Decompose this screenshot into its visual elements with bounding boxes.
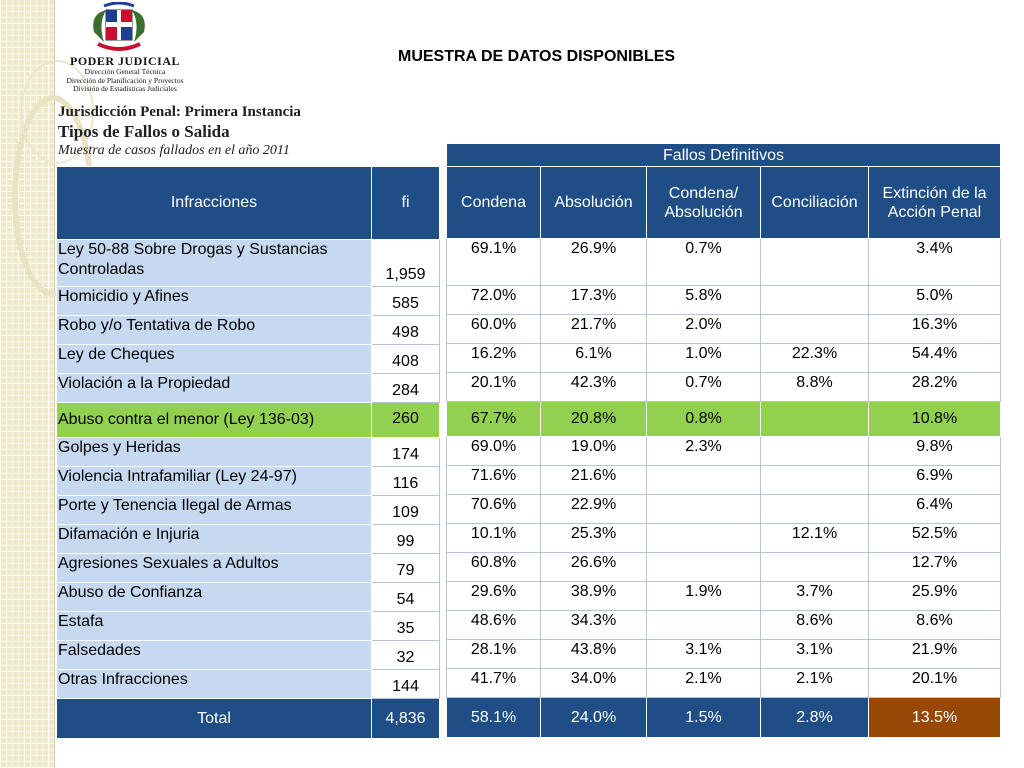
table-row	[447, 402, 1001, 437]
outcomes-table	[446, 143, 1001, 738]
page-title: MUESTRA DE DATOS DISPONIBLES	[398, 48, 676, 65]
cell-conciliacion: 8.6%	[761, 611, 869, 640]
table-row	[447, 315, 1001, 344]
cell-conciliacion: 22.3%	[761, 344, 869, 373]
infraction-name: Homicidio y Afines	[57, 287, 372, 316]
cell-conciliacion: 3.1%	[761, 640, 869, 669]
table-row	[57, 240, 440, 287]
table-row	[447, 373, 1001, 402]
cell-condena: 69.1%	[447, 239, 541, 286]
cell-extincion: 8.6%	[869, 611, 1001, 640]
section-heading	[58, 102, 301, 160]
table-row	[57, 612, 440, 641]
cell-absolucion: 26.6%	[541, 553, 647, 582]
table-row	[447, 640, 1001, 669]
infraction-name: Ley de Cheques	[57, 345, 372, 374]
cell-extincion: 6.9%	[869, 466, 1001, 495]
cell-condena-absolucion: 2.1%	[647, 669, 761, 698]
infractions-table	[56, 166, 440, 739]
sample-note: Muestra de casos fallados en el año 2011	[58, 143, 290, 158]
total-row	[57, 699, 440, 739]
cell-extincion: 28.2%	[869, 373, 1001, 402]
column-header-conciliacion: Conciliación	[761, 167, 869, 239]
cell-condena-absolucion: 3.1%	[647, 640, 761, 669]
cell-fi: 174	[372, 438, 440, 467]
organization-line: División de Estadísticas Judiciales	[73, 84, 177, 94]
cell-absolucion: 25.3%	[541, 524, 647, 553]
table-row	[57, 316, 440, 345]
infraction-name: Difamación e Injuria	[57, 525, 372, 554]
cell-fi: 79	[372, 554, 440, 583]
jurisdiction-heading: Jurisdicción Penal: Primera Instancia	[58, 104, 301, 120]
cell-conciliacion	[761, 286, 869, 315]
cell-absolucion: 20.8%	[541, 402, 647, 437]
cell-condena-absolucion: 5.8%	[647, 286, 761, 315]
cell-extincion: 16.3%	[869, 315, 1001, 344]
cell-absolucion: 6.1%	[541, 344, 647, 373]
cell-extincion: 20.1%	[869, 669, 1001, 698]
cell-absolucion: 19.0%	[541, 437, 647, 466]
cell-conciliacion: 2.1%	[761, 669, 869, 698]
cell-absolucion: 34.3%	[541, 611, 647, 640]
cell-conciliacion: 12.1%	[761, 524, 869, 553]
table-row	[447, 466, 1001, 495]
table-row	[447, 669, 1001, 698]
column-header-fi: fi	[372, 167, 440, 240]
cell-absolucion: 21.6%	[541, 466, 647, 495]
table-row	[57, 496, 440, 525]
cell-condena-absolucion: 2.0%	[647, 315, 761, 344]
cell-extincion: 12.7%	[869, 553, 1001, 582]
total-cell-extincion: 13.5%	[869, 698, 1001, 738]
infraction-name: Estafa	[57, 612, 372, 641]
infraction-name: Otras Infracciones	[57, 670, 372, 699]
cell-condena: 16.2%	[447, 344, 541, 373]
table-row	[447, 344, 1001, 373]
cell-absolucion: 42.3%	[541, 373, 647, 402]
cell-condena-absolucion	[647, 524, 761, 553]
table-row	[447, 582, 1001, 611]
cell-fi: 99	[372, 525, 440, 554]
table-row	[57, 641, 440, 670]
table-row	[447, 495, 1001, 524]
table-row	[447, 524, 1001, 553]
cell-fi: 498	[372, 316, 440, 345]
cell-fi: 1,959	[372, 240, 440, 287]
subtitle-heading: Tipos de Fallos o Salida	[58, 122, 230, 141]
cell-conciliacion	[761, 402, 869, 437]
cell-fi: 585	[372, 287, 440, 316]
cell-condena: 72.0%	[447, 286, 541, 315]
cell-extincion: 6.4%	[869, 495, 1001, 524]
infraction-name: Ley 50-88 Sobre Drogas y Sustancias Controladas	[57, 240, 372, 287]
column-header-extincion: Extinción de la Acción Penal	[869, 167, 1001, 239]
cell-fi: 116	[372, 467, 440, 496]
table-row	[57, 438, 440, 467]
cell-condena-absolucion: 0.8%	[647, 402, 761, 437]
table-row	[447, 553, 1001, 582]
total-fi: 4,836	[372, 699, 440, 739]
table-row	[447, 239, 1001, 286]
cell-condena-absolucion	[647, 611, 761, 640]
cell-extincion: 3.4%	[869, 239, 1001, 286]
cell-conciliacion: 3.7%	[761, 582, 869, 611]
group-header-fallos: Fallos Definitivos	[447, 144, 1001, 167]
column-header-absolucion: Absolución	[541, 167, 647, 239]
cell-extincion: 52.5%	[869, 524, 1001, 553]
total-cell-absolucion: 24.0%	[541, 698, 647, 738]
organization-line: Dirección de Planificación y Proyectos	[66, 75, 184, 85]
table-row	[447, 611, 1001, 640]
cell-absolucion: 38.9%	[541, 582, 647, 611]
organization-line: Dirección General Técnica	[84, 67, 166, 76]
cell-extincion: 5.0%	[869, 286, 1001, 315]
cell-condena: 69.0%	[447, 437, 541, 466]
cell-fi: 284	[372, 374, 440, 403]
infraction-name: Falsedades	[57, 641, 372, 670]
total-row	[447, 698, 1001, 738]
infraction-name: Golpes y Heridas	[57, 438, 372, 467]
cell-condena-absolucion	[647, 466, 761, 495]
table-row	[57, 554, 440, 583]
cell-condena-absolucion	[647, 495, 761, 524]
column-header-infracciones: Infracciones	[57, 167, 372, 240]
cell-condena: 29.6%	[447, 582, 541, 611]
table-row	[447, 286, 1001, 315]
cell-fi: 144	[372, 670, 440, 699]
cell-absolucion: 34.0%	[541, 669, 647, 698]
cell-extincion: 54.4%	[869, 344, 1001, 373]
cell-conciliacion: 8.8%	[761, 373, 869, 402]
cell-condena-absolucion: 0.7%	[647, 239, 761, 286]
cell-fi: 54	[372, 583, 440, 612]
cell-conciliacion	[761, 553, 869, 582]
cell-condena: 71.6%	[447, 466, 541, 495]
total-cell-condena: 58.1%	[447, 698, 541, 738]
cell-absolucion: 22.9%	[541, 495, 647, 524]
infraction-name: Porte y Tenencia Ilegal de Armas	[57, 496, 372, 525]
cell-conciliacion	[761, 466, 869, 495]
cell-extincion: 10.8%	[869, 402, 1001, 437]
cell-fi: 32	[372, 641, 440, 670]
cell-condena: 10.1%	[447, 524, 541, 553]
infraction-name: Violencia Intrafamiliar (Ley 24-97)	[57, 467, 372, 496]
infraction-name: Abuso de Confianza	[57, 583, 372, 612]
infraction-name: Violación a la Propiedad	[57, 374, 372, 403]
table-row	[57, 525, 440, 554]
table-row	[57, 467, 440, 496]
cell-condena-absolucion: 1.0%	[647, 344, 761, 373]
cell-fi: 408	[372, 345, 440, 374]
cell-condena: 48.6%	[447, 611, 541, 640]
table-row	[57, 287, 440, 316]
cell-fi: 260	[372, 403, 440, 438]
cell-condena: 60.8%	[447, 553, 541, 582]
table-row	[57, 403, 440, 438]
cell-condena-absolucion	[647, 553, 761, 582]
infraction-name: Robo y/o Tentativa de Robo	[57, 316, 372, 345]
total-cell-condena-absolucion: 1.5%	[647, 698, 761, 738]
infraction-name: Abuso contra el menor (Ley 136-03)	[57, 403, 372, 438]
cell-extincion: 9.8%	[869, 437, 1001, 466]
cell-extincion: 21.9%	[869, 640, 1001, 669]
cell-condena: 28.1%	[447, 640, 541, 669]
infraction-name: Agresiones Sexuales a Adultos	[57, 554, 372, 583]
cell-absolucion: 43.8%	[541, 640, 647, 669]
cell-condena: 70.6%	[447, 495, 541, 524]
cell-conciliacion	[761, 437, 869, 466]
organization-block	[50, 55, 200, 94]
column-header-condena-absolucion: Condena/ Absolución	[647, 167, 761, 239]
cell-fi: 35	[372, 612, 440, 641]
cell-conciliacion	[761, 495, 869, 524]
column-header-condena: Condena	[447, 167, 541, 239]
organization-name: PODER JUDICIAL	[69, 54, 180, 68]
coat-of-arms-logo	[84, 2, 154, 56]
cell-absolucion: 21.7%	[541, 315, 647, 344]
cell-condena: 41.7%	[447, 669, 541, 698]
cell-condena: 20.1%	[447, 373, 541, 402]
table-row	[57, 345, 440, 374]
cell-condena: 60.0%	[447, 315, 541, 344]
table-row	[447, 437, 1001, 466]
cell-extincion: 25.9%	[869, 582, 1001, 611]
cell-fi: 109	[372, 496, 440, 525]
table-row	[57, 374, 440, 403]
total-label: Total	[57, 699, 372, 739]
cell-condena-absolucion: 0.7%	[647, 373, 761, 402]
table-row	[57, 670, 440, 699]
total-cell-conciliacion: 2.8%	[761, 698, 869, 738]
cell-condena: 67.7%	[447, 402, 541, 437]
cell-conciliacion	[761, 315, 869, 344]
cell-conciliacion	[761, 239, 869, 286]
table-row	[57, 583, 440, 612]
cell-absolucion: 17.3%	[541, 286, 647, 315]
cell-condena-absolucion: 2.3%	[647, 437, 761, 466]
cell-absolucion: 26.9%	[541, 239, 647, 286]
cell-condena-absolucion: 1.9%	[647, 582, 761, 611]
